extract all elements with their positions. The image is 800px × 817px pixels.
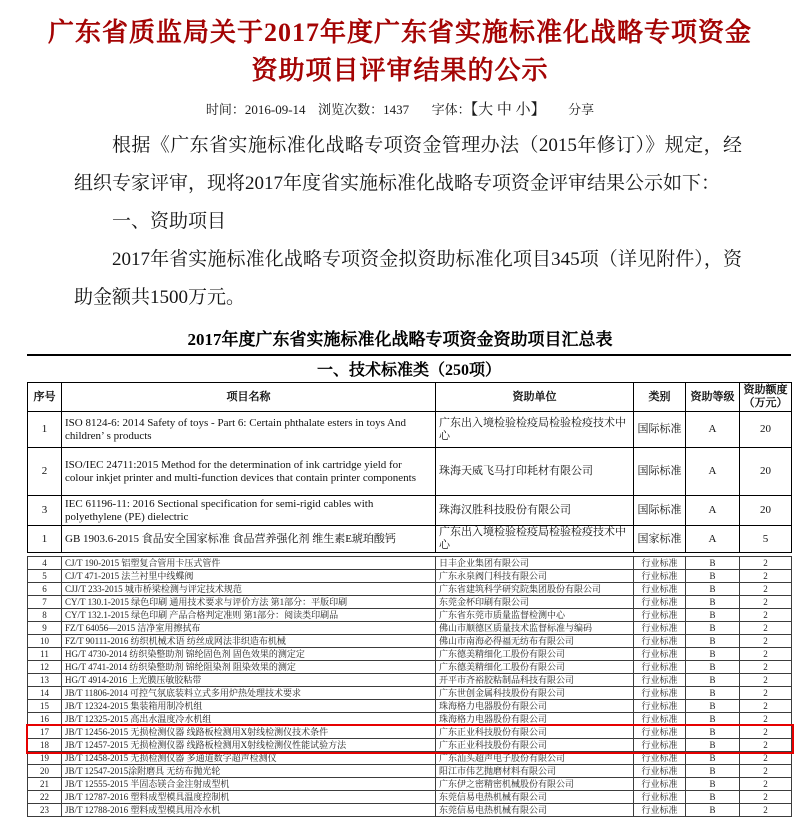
cell-seq: 4 xyxy=(28,557,62,570)
table-row xyxy=(28,496,792,526)
col-header-grade: 资助等级 xyxy=(686,383,740,412)
cell-category: 行业标准 xyxy=(634,674,686,687)
cell-org: 佛山市顺德区质量技术监督标准与编码 xyxy=(436,622,634,635)
cell-seq: 16 xyxy=(28,713,62,726)
cell-amount: 2 xyxy=(740,596,792,609)
cell-org: 广东世创金属科技股份有限公司 xyxy=(436,687,634,700)
cell-category: 行业标准 xyxy=(634,739,686,752)
cell-grade: B xyxy=(686,791,740,804)
cell-grade: B xyxy=(686,804,740,817)
cell-category: 国际标准 xyxy=(634,412,686,448)
col-header-project: 项目名称 xyxy=(62,383,436,412)
table-header-row xyxy=(28,383,792,412)
table-row xyxy=(28,713,792,726)
cell-amount: 2 xyxy=(740,700,792,713)
cell-seq: 1 xyxy=(28,412,62,448)
cell-grade: B xyxy=(686,778,740,791)
cell-grade: B xyxy=(686,713,740,726)
cell-org: 广东德美精细化工股份有限公司 xyxy=(436,661,634,674)
cell-category: 行业标准 xyxy=(634,765,686,778)
cell-amount: 2 xyxy=(740,765,792,778)
paragraph-funding: 2017年省实施标准化战略专项资金拟资助标准化项目345项（详见附件），资助金额共1500万元。 xyxy=(74,249,742,308)
cell-project: JB/T 12787-2016 塑料成型模具温度控制机 xyxy=(62,791,436,804)
cell-category: 行业标准 xyxy=(634,557,686,570)
cell-category: 国际标准 xyxy=(634,448,686,496)
cell-amount: 2 xyxy=(740,622,792,635)
cell-org: 广东永泉阀门科技有限公司 xyxy=(436,570,634,583)
cell-org: 广东省东莞市质量监督检测中心 xyxy=(436,609,634,622)
table-row xyxy=(28,570,792,583)
cell-seq: 6 xyxy=(28,583,62,596)
cell-project: JB/T 12458-2015 无损检测仪器 多通道数字超声检测仪 xyxy=(62,752,436,765)
cell-amount: 2 xyxy=(740,752,792,765)
cell-amount: 2 xyxy=(740,778,792,791)
cell-category: 国际标准 xyxy=(634,496,686,526)
cell-project: CY/T 130.1-2015 绿色印刷 通用技术要求与评价方法 第1部分：平版印刷 xyxy=(62,596,436,609)
cell-project: CJ/T 471-2015 法兰衬里中线蝶阀 xyxy=(62,570,436,583)
cell-project: JB/T 12788-2016 塑料成型模具用冷水机 xyxy=(62,804,436,817)
cell-grade: B xyxy=(686,687,740,700)
cell-grade: B xyxy=(686,570,740,583)
cell-org: 珠海格力电器股份有限公司 xyxy=(436,700,634,713)
standards-table-industry xyxy=(27,556,792,817)
cell-org: 广东正业科技股份有限公司 xyxy=(436,726,634,739)
cell-grade: B xyxy=(686,752,740,765)
cell-seq: 13 xyxy=(28,674,62,687)
cell-seq: 5 xyxy=(28,570,62,583)
cell-seq: 14 xyxy=(28,687,62,700)
col-header-org: 资助单位 xyxy=(436,383,634,412)
cell-amount: 2 xyxy=(740,661,792,674)
cell-grade: B xyxy=(686,661,740,674)
summary-table-area xyxy=(27,354,791,817)
standards-table-main xyxy=(27,382,792,553)
cell-seq: 1 xyxy=(28,526,62,553)
cell-amount: 2 xyxy=(740,570,792,583)
page-title xyxy=(40,14,760,90)
time-label: 时间： xyxy=(205,102,245,117)
views-label: 浏览次数： xyxy=(318,102,384,117)
cell-amount: 2 xyxy=(740,791,792,804)
cell-grade: B xyxy=(686,609,740,622)
cell-amount: 5 xyxy=(740,526,792,553)
cell-org: 开平市齐裕胶粘制品科技有限公司 xyxy=(436,674,634,687)
table-row xyxy=(28,687,792,700)
cell-seq: 7 xyxy=(28,596,62,609)
cell-org: 广东德美精细化工股份有限公司 xyxy=(436,648,634,661)
table-row xyxy=(28,739,792,752)
table-row xyxy=(28,583,792,596)
cell-org: 佛山市南海必得福无纺布有限公司 xyxy=(436,635,634,648)
cell-category: 行业标准 xyxy=(634,804,686,817)
cell-category: 行业标准 xyxy=(634,570,686,583)
cell-seq: 20 xyxy=(28,765,62,778)
table-row xyxy=(28,700,792,713)
cell-category: 行业标准 xyxy=(634,596,686,609)
cell-grade: A xyxy=(686,526,740,553)
cell-project: HG/T 4730-2014 纺织染整助剂 锦纶固色剂 固色效果的测定定 xyxy=(62,648,436,661)
table-row xyxy=(28,726,792,739)
cell-amount: 2 xyxy=(740,713,792,726)
cell-grade: A xyxy=(686,412,740,448)
cell-seq: 8 xyxy=(28,609,62,622)
share-button[interactable]: 分享 xyxy=(568,102,595,117)
cell-project: JB/T 12547-2015涂附磨具 无纺布抛光轮 xyxy=(62,765,436,778)
cell-category: 行业标准 xyxy=(634,700,686,713)
time-value: 2016-09-14 xyxy=(244,102,306,117)
cell-seq: 21 xyxy=(28,778,62,791)
col-header-category: 类别 xyxy=(634,383,686,412)
cell-project: JB/T 12325-2015 高出水温度冷水机组 xyxy=(62,713,436,726)
cell-seq: 3 xyxy=(28,496,62,526)
table-row xyxy=(28,448,792,496)
cell-org: 东莞信易电热机械有限公司 xyxy=(436,804,634,817)
col-header-seq: 序号 xyxy=(28,383,62,412)
table-row xyxy=(28,412,792,448)
cell-project: JB/T 12457-2015 无损检测仪器 线路板检测用X射线检测仪性能试验方法 xyxy=(62,739,436,752)
cell-org: 广东汕头超声电子股份有限公司 xyxy=(436,752,634,765)
table-row xyxy=(28,648,792,661)
cell-project: JB/T 12324-2015 集装箱用制冷机组 xyxy=(62,700,436,713)
table-row xyxy=(28,609,792,622)
cell-grade: B xyxy=(686,557,740,570)
cell-amount: 20 xyxy=(740,412,792,448)
cell-grade: B xyxy=(686,635,740,648)
table-section-header: 一、技术标准类（250项） xyxy=(27,354,791,382)
cell-grade: B xyxy=(686,739,740,752)
cell-project: CJJ/T 233-2015 城市桥梁检测与评定技术规范 xyxy=(62,583,436,596)
cell-amount: 2 xyxy=(740,726,792,739)
cell-project: JB/T 11806-2014 可控气氛底装料立式多用炉热处理技术要求 xyxy=(62,687,436,700)
cell-project: CY/T 132.1-2015 绿色印刷 产品合格判定准则 第1部分：阅读类印刷品 xyxy=(62,609,436,622)
cell-seq: 19 xyxy=(28,752,62,765)
table-row xyxy=(28,791,792,804)
col-header-amount: 资助额度（万元） xyxy=(740,383,792,412)
cell-amount: 20 xyxy=(740,496,792,526)
table-row xyxy=(28,526,792,553)
views-value: 1437 xyxy=(383,102,410,117)
cell-org: 广东正业科技股份有限公司 xyxy=(436,739,634,752)
cell-project: HG/T 4914-2016 上光膜压敏胶粘带 xyxy=(62,674,436,687)
section-heading: 一、资助项目 xyxy=(112,211,227,232)
cell-seq: 17 xyxy=(28,726,62,739)
cell-org: 珠海格力电器股份有限公司 xyxy=(436,713,634,726)
cell-seq: 18 xyxy=(28,739,62,752)
cell-seq: 23 xyxy=(28,804,62,817)
cell-seq: 12 xyxy=(28,661,62,674)
paragraph-intro: 根据《广东省实施标准化战略专项资金管理办法（2015年修订）》规定，经组织专家评审，现将2017年度省实施标准化战略专项资金评审结果公示如下： xyxy=(74,135,742,194)
cell-grade: B xyxy=(686,596,740,609)
cell-grade: B xyxy=(686,765,740,778)
body-text xyxy=(74,127,742,317)
cell-project: ISO 8124-6: 2014 Safety of toys - Part 6: Certain phthalate esters in toys And children’ s products xyxy=(62,412,436,448)
table-row xyxy=(28,661,792,674)
table-row xyxy=(28,674,792,687)
table-title: 2017年度广东省实施标准化战略专项资金资助项目汇总表 xyxy=(187,330,613,349)
table-row xyxy=(28,778,792,791)
cell-category: 行业标准 xyxy=(634,791,686,804)
cell-org: 广东出入境检验检疫局检验检疫技术中心 xyxy=(436,526,634,553)
cell-org: 广东省建筑科学研究院集团股份有限公司 xyxy=(436,583,634,596)
cell-category: 行业标准 xyxy=(634,635,686,648)
table-row xyxy=(28,804,792,817)
cell-project: FZ/T 90111-2016 纺织机械术语 纺丝成网法非织造布机械 xyxy=(62,635,436,648)
cell-amount: 20 xyxy=(740,448,792,496)
cell-amount: 2 xyxy=(740,557,792,570)
cell-seq: 11 xyxy=(28,648,62,661)
cell-amount: 2 xyxy=(740,583,792,596)
font-size-control[interactable]: 【大 中 小】 xyxy=(470,102,546,118)
cell-grade: B xyxy=(686,648,740,661)
cell-grade: A xyxy=(686,448,740,496)
cell-category: 行业标准 xyxy=(634,609,686,622)
cell-amount: 2 xyxy=(740,609,792,622)
cell-project: JB/T 12555-2015 半固态镁合金注射成型机 xyxy=(62,778,436,791)
cell-org: 珠海天威飞马打印耗材有限公司 xyxy=(436,448,634,496)
font-size-label: 字体： xyxy=(431,102,471,117)
page-title-line1: 广东省质监局关于2017年度广东省实施标准化战略专项资金 xyxy=(47,18,752,47)
table-row xyxy=(28,596,792,609)
cell-amount: 2 xyxy=(740,687,792,700)
cell-org: 广东出入境检验检疫局检验检疫技术中心 xyxy=(436,412,634,448)
cell-org: 阳江市伟艺抛磨材料有限公司 xyxy=(436,765,634,778)
cell-org: 珠海汉胜科技股份有限公司 xyxy=(436,496,634,526)
cell-category: 行业标准 xyxy=(634,622,686,635)
table-row xyxy=(28,635,792,648)
page-title-line2: 资助项目评审结果的公示 xyxy=(251,56,549,85)
cell-seq: 15 xyxy=(28,700,62,713)
cell-category: 行业标准 xyxy=(634,661,686,674)
cell-amount: 2 xyxy=(740,635,792,648)
table-row xyxy=(28,622,792,635)
table-row xyxy=(28,752,792,765)
cell-project: ISO/IEC 24711:2015 Method for the determination of ink cartridge yield for colour inkjet printer and multi-function devices that contain printer components xyxy=(62,448,436,496)
cell-org: 广东伊之密精密机械股份有限公司 xyxy=(436,778,634,791)
cell-category: 行业标准 xyxy=(634,583,686,596)
cell-grade: B xyxy=(686,622,740,635)
cell-amount: 2 xyxy=(740,804,792,817)
cell-category: 国家标准 xyxy=(634,526,686,553)
cell-seq: 2 xyxy=(28,448,62,496)
cell-category: 行业标准 xyxy=(634,778,686,791)
cell-category: 行业标准 xyxy=(634,648,686,661)
cell-category: 行业标准 xyxy=(634,752,686,765)
cell-project: FZ/T 64056—2015 洁净室用擦拭布 xyxy=(62,622,436,635)
cell-project: IEC 61196-11: 2016 Sectional specification for semi-rigid cables with polyethylene (PE) dielectric xyxy=(62,496,436,526)
table-row xyxy=(28,557,792,570)
cell-amount: 2 xyxy=(740,674,792,687)
cell-org: 日丰企业集团有限公司 xyxy=(436,557,634,570)
cell-grade: B xyxy=(686,700,740,713)
cell-category: 行业标准 xyxy=(634,726,686,739)
cell-seq: 9 xyxy=(28,622,62,635)
cell-category: 行业标准 xyxy=(634,713,686,726)
cell-grade: B xyxy=(686,726,740,739)
cell-org: 东莞金杯印刷有限公司 xyxy=(436,596,634,609)
cell-amount: 2 xyxy=(740,648,792,661)
cell-category: 行业标准 xyxy=(634,687,686,700)
meta-bar xyxy=(0,98,800,119)
cell-seq: 10 xyxy=(28,635,62,648)
cell-amount: 2 xyxy=(740,739,792,752)
announcement-page xyxy=(0,14,800,814)
cell-project: CJ/T 190-2015 铝塑复合管用卡压式管件 xyxy=(62,557,436,570)
cell-seq: 22 xyxy=(28,791,62,804)
cell-project: GB 1903.6-2015 食品安全国家标准 食品营养强化剂 维生素E琥珀酸钙 xyxy=(62,526,436,553)
cell-project: JB/T 12456-2015 无损检测仪器 线路板检测用X射线检测仪技术条件 xyxy=(62,726,436,739)
cell-grade: B xyxy=(686,583,740,596)
cell-project: HG/T 4741-2014 纺织染整助剂 锦纶阻染剂 阻染效果的测定 xyxy=(62,661,436,674)
table-row xyxy=(28,765,792,778)
cell-grade: A xyxy=(686,496,740,526)
cell-org: 东莞信易电热机械有限公司 xyxy=(436,791,634,804)
cell-grade: B xyxy=(686,674,740,687)
